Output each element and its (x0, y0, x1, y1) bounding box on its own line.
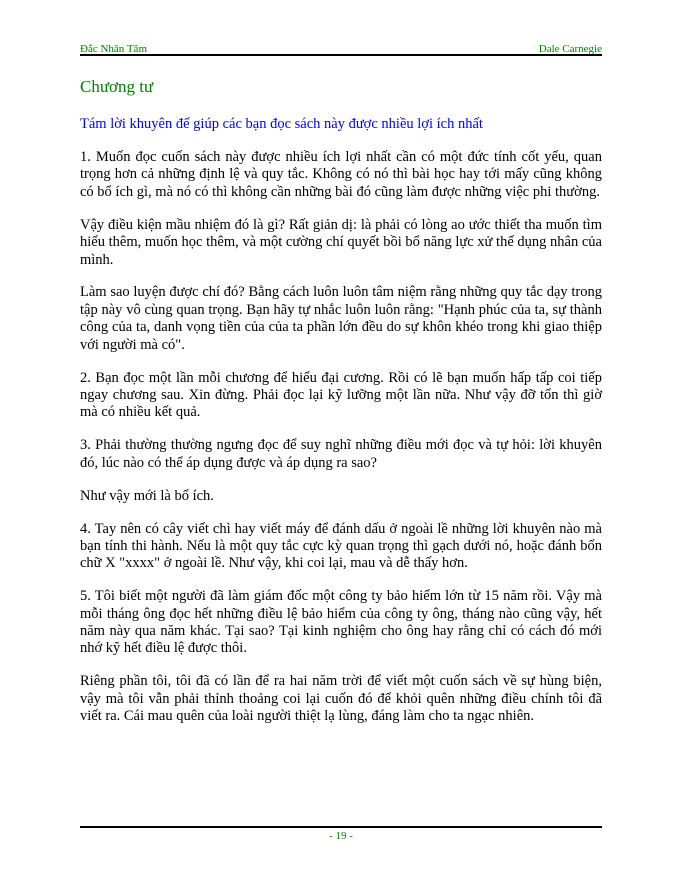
page-number: - 19 - (329, 830, 353, 842)
paragraph: 2. Bạn đọc một lần mỗi chương để hiểu đại cương. Rồi có lẽ bạn muốn hấp tấp coi tiếp ngay chương sau. Xin đừng. Phải đọc lại kỹ lưỡng một lần nữa. Như vậy đỡ tốn thì giờ mà có nhiều kết quả. (80, 369, 602, 421)
paragraph: Làm sao luyện được chí đó? Bằng cách luôn luôn tâm niệm rằng những quy tắc dạy trong tập này vô cùng quan trọng. Bạn hãy tự nhắc luôn luôn rằng: "Hạnh phúc của ta, sự thành công của ta, danh vọng tiền của của ta phần lớn đều do sự khôn khéo trong khi giao thiệp với người mà có". (80, 284, 602, 353)
paragraph: 1. Muốn đọc cuốn sách này được nhiều ích lợi nhất cần có một đức tính cốt yếu, quan trọng hơn cả những định lệ và quy tắc. Không có nó thì bài học hay tới mấy cũng không có bổ ích gì, mà nó có thì không cần những bài đó cũng làm được những việc phi thường. (80, 149, 602, 200)
paragraph: Như vậy mới là bổ ích. (80, 487, 214, 504)
paragraph: 5. Tôi biết một người đã làm giám đốc một công ty bảo hiểm lớn từ 15 năm rồi. Vậy mà mỗi tháng ông đọc hết những điều lệ bảo hiểm của công ty ông, tháng nào cũng vậy, hết năm này qua năm khác. Tại sao? Tại kinh nghiệm cho ông hay rằng chỉ có cách đó mới nhớ kỹ hết điều lệ được thôi. (80, 588, 602, 657)
header-book-title: Đắc Nhân Tâm (80, 43, 147, 55)
body-text (80, 149, 602, 741)
header-author: Dale Carnegie (538, 43, 602, 55)
header-divider (80, 54, 602, 56)
chapter-subtitle: Tám lời khuyên để giúp các bạn đọc sách này được nhiều lợi ích nhất (80, 116, 483, 132)
paragraph: Vậy điều kiện mầu nhiệm đó là gì? Rất giản dị: là phải có lòng ao ước thiết tha muốn tìm hiểu thêm, muốn học thêm, và một cường chí quyết bồi bổ năng lực xử thế dụng nhân của mình. (80, 216, 602, 268)
document-page (80, 0, 602, 880)
paragraph: 4. Tay nên có cây viết chì hay viết máy để đánh dấu ở ngoài lề những lời khuyên nào mà bạn tính thi hành. Nếu là một quy tắc cực kỳ quan trọng thì gạch dưới nó, hoặc đánh bốn chữ X "xxxx" ở ngoài lề. Như vậy, khi coi lại, mau và dễ thấy hơn. (80, 520, 602, 572)
paragraph: Riêng phần tôi, tôi đã có lần để ra hai năm trời để viết một cuốn sách về sự hùng biện, vậy mà tôi vẫn phải thỉnh thoảng coi lại cuốn đó để khỏi quên những điều chính tôi đã viết ra. Cái mau quên của loài người thiệt lạ lùng, đáng làm cho ta ngạc nhiên. (80, 673, 602, 725)
paragraph: 3. Phải thường thường ngưng đọc để suy nghĩ những điều mới đọc và tự hỏi: lời khuyên đó, lúc nào có thể áp dụng được và áp dụng ra sao? (80, 437, 602, 471)
footer-divider (80, 826, 602, 828)
chapter-title: Chương tư (80, 77, 154, 96)
